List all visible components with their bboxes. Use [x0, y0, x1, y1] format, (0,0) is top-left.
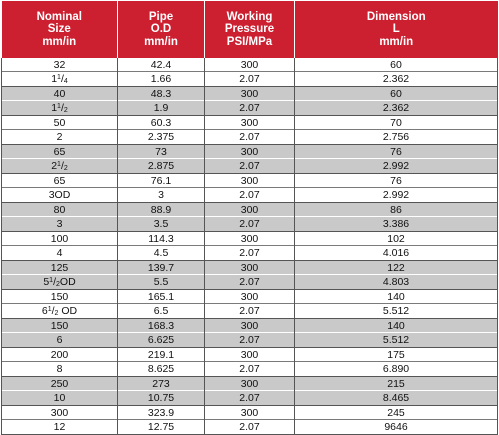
header-text: O.D: [150, 23, 172, 36]
dimension-cell: [295, 174, 498, 203]
size-value-in: [2, 160, 117, 173]
dimension-value-mm: 140: [295, 320, 497, 334]
size-cell: [2, 261, 118, 290]
size-cell: [2, 319, 118, 348]
dimension-cell: [295, 290, 498, 319]
pressure-value-mm: 300: [205, 146, 294, 160]
table-row: [2, 87, 498, 116]
od-value-mm: 219.1: [118, 349, 204, 363]
table-row: [2, 116, 498, 145]
size-value-mm: 80: [2, 204, 117, 218]
od-value-mm: 42.4: [118, 59, 204, 73]
dimension-cell: [295, 377, 498, 406]
pressure-value-in: 2.07: [239, 421, 260, 433]
dimension-cell: [295, 87, 498, 116]
od-value-mm: 73: [118, 146, 204, 160]
size-in-b: OD: [58, 305, 78, 317]
pressure-cell: [205, 174, 295, 203]
table-row: [2, 348, 498, 377]
table-row: [2, 290, 498, 319]
dimension-value-in: 2.992: [382, 189, 410, 201]
dimension-value-mm: 60: [295, 88, 497, 102]
size-value-in: 10: [53, 392, 66, 404]
pressure-value-in: 2.07: [239, 334, 260, 346]
od-value-mm: 114.3: [118, 233, 204, 247]
od-cell: [118, 261, 205, 290]
pressure-value-mm: 300: [205, 349, 294, 363]
od-cell: [118, 145, 205, 174]
dimension-value-in: 2.362: [382, 73, 410, 85]
dimension-cell: [295, 319, 498, 348]
od-value-in: 3.5: [153, 218, 169, 230]
header-text: mm/in: [379, 35, 414, 48]
size-value-mm: 150: [2, 291, 117, 305]
dimension-cell: [295, 58, 498, 87]
table-header: [2, 1, 498, 58]
od-value-in: 5.5: [153, 276, 169, 288]
size-cell: [2, 145, 118, 174]
size-value-in: 3OD: [48, 189, 71, 201]
fraction-slash: /: [51, 305, 55, 317]
od-cell: [118, 174, 205, 203]
dimension-value-in: 4.803: [382, 276, 410, 288]
od-value-in: 1.66: [150, 73, 172, 85]
size-in-num: 1: [47, 306, 52, 313]
dimension-value-in: 2.362: [382, 102, 410, 114]
pressure-cell: [205, 145, 295, 174]
size-in-num: 1: [57, 74, 61, 81]
dimension-value-mm: 76: [295, 175, 497, 189]
od-cell: [118, 348, 205, 377]
dimension-cell: [295, 406, 498, 435]
size-value-in: [2, 276, 117, 289]
size-value-mm: 100: [2, 233, 117, 247]
dimension-value-in: 9646: [384, 421, 408, 433]
od-value-in: 6.5: [153, 305, 169, 317]
size-in-num: 1: [49, 277, 54, 284]
pressure-value-in: 2.07: [239, 73, 260, 85]
size-cell: [2, 87, 118, 116]
dimension-value-mm: 86: [295, 204, 497, 218]
dimension-cell: [295, 145, 498, 174]
od-value-mm: 323.9: [118, 407, 204, 421]
od-value-mm: 76.1: [118, 175, 204, 189]
od-value-in: 3: [158, 189, 164, 201]
pressure-value-mm: 300: [205, 59, 294, 73]
table-row: [2, 203, 498, 232]
od-value-in: 8.625: [147, 363, 175, 375]
od-value-in: 4.5: [153, 247, 169, 259]
size-in-den: 2: [63, 165, 68, 172]
size-cell: [2, 58, 118, 87]
pressure-cell: [205, 290, 295, 319]
header-text: Dimension: [366, 10, 426, 23]
header-pipe-od: [118, 1, 205, 58]
pressure-cell: [205, 87, 295, 116]
size-cell: [2, 203, 118, 232]
dimension-value-mm: 122: [295, 262, 497, 276]
od-value-mm: 168.3: [118, 320, 204, 334]
dimension-value-in: 5.512: [382, 305, 410, 317]
pressure-cell: [205, 348, 295, 377]
pressure-cell: [205, 203, 295, 232]
header-working-pressure: [205, 1, 295, 58]
od-value-in: 10.75: [147, 392, 175, 404]
pressure-value-mm: 300: [205, 291, 294, 305]
size-cell: [2, 290, 118, 319]
fraction-slash: /: [53, 276, 56, 288]
size-value-in: 12: [53, 421, 66, 433]
dimension-cell: [295, 116, 498, 145]
od-cell: [118, 290, 205, 319]
od-cell: [118, 203, 205, 232]
size-cell: [2, 174, 118, 203]
size-value-in: 3: [56, 218, 63, 230]
pressure-cell: [205, 406, 295, 435]
od-cell: [118, 232, 205, 261]
dimension-value-mm: 140: [295, 291, 497, 305]
pressure-value-in: 2.07: [239, 218, 260, 230]
pressure-value-mm: 300: [205, 175, 294, 189]
od-value-in: 2.375: [147, 131, 175, 143]
header-dimension-l: [295, 1, 498, 58]
size-value-mm: 250: [2, 378, 117, 392]
od-value-in: 1.9: [153, 102, 169, 114]
od-value-mm: 60.3: [118, 117, 204, 131]
pressure-value-mm: 300: [205, 117, 294, 131]
dimension-value-mm: 215: [295, 378, 497, 392]
size-value-in: 8: [56, 363, 63, 375]
size-in-b: OD: [59, 276, 76, 288]
size-value-mm: 50: [2, 117, 117, 131]
dimension-value-mm: 175: [295, 349, 497, 363]
size-value-in: [2, 73, 117, 86]
size-in-a: 1: [51, 102, 58, 114]
pressure-cell: [205, 116, 295, 145]
table-row: [2, 232, 498, 261]
pressure-cell: [205, 261, 295, 290]
header-text: Size: [47, 23, 71, 36]
table-row: [2, 145, 498, 174]
pressure-value-in: 2.07: [239, 363, 260, 375]
pressure-value-in: 2.07: [239, 276, 260, 288]
dimension-value-mm: 60: [295, 59, 497, 73]
pressure-value-mm: 300: [205, 320, 294, 334]
size-cell: [2, 116, 118, 145]
pressure-cell: [205, 232, 295, 261]
size-cell: [2, 232, 118, 261]
dimension-value-in: 5.512: [382, 334, 410, 346]
header-text: Nominal: [36, 10, 82, 23]
header-nominal-size: [2, 1, 118, 58]
size-cell: [2, 406, 118, 435]
table-row: [2, 58, 498, 87]
pressure-value-in: 2.07: [239, 247, 260, 259]
size-in-num: 1: [57, 103, 61, 110]
od-cell: [118, 319, 205, 348]
dimension-value-in: 6.890: [382, 363, 410, 375]
size-value-mm: 150: [2, 320, 117, 334]
size-cell: [2, 377, 118, 406]
size-value-in: [2, 305, 117, 318]
pressure-value-in: 2.07: [239, 392, 260, 404]
size-value-in: 6: [56, 334, 63, 346]
pressure-cell: [205, 319, 295, 348]
header-text: Working: [226, 10, 273, 23]
size-in-a: 5: [43, 276, 50, 288]
pressure-value-mm: 300: [205, 262, 294, 276]
fraction-slash: /: [60, 73, 64, 85]
table-row: [2, 377, 498, 406]
od-cell: [118, 406, 205, 435]
pressure-value-mm: 300: [205, 233, 294, 247]
size-value-in: 2: [56, 131, 63, 143]
size-in-a: 1: [51, 73, 58, 85]
size-in-den: 2: [54, 310, 59, 317]
dimension-value-mm: 245: [295, 407, 497, 421]
pressure-value-in: 2.07: [239, 102, 260, 114]
dimension-value-in: 4.016: [382, 247, 410, 259]
od-value-mm: 48.3: [118, 88, 204, 102]
fraction-slash: /: [60, 160, 64, 172]
size-value-mm: 200: [2, 349, 117, 363]
dimension-value-in: 2.756: [382, 131, 410, 143]
size-in-a: 6: [41, 305, 48, 317]
size-value-mm: 32: [2, 59, 117, 73]
dimension-cell: [295, 232, 498, 261]
od-value-mm: 88.9: [118, 204, 204, 218]
od-value-in: 6.625: [147, 334, 175, 346]
size-value-mm: 65: [2, 146, 117, 160]
header-text: mm/in: [42, 35, 77, 48]
dimension-cell: [295, 203, 498, 232]
dimension-value-mm: 76: [295, 146, 497, 160]
od-cell: [118, 58, 205, 87]
size-in-den: 2: [63, 107, 68, 114]
pressure-value-mm: 300: [205, 407, 294, 421]
table-row: [2, 406, 498, 435]
dimension-value-in: 3.386: [382, 218, 410, 230]
od-value-mm: 273: [118, 378, 204, 392]
od-value-mm: 165.1: [118, 291, 204, 305]
od-cell: [118, 377, 205, 406]
size-value-in: [2, 102, 117, 115]
od-cell: [118, 116, 205, 145]
dimension-table: [1, 1, 498, 435]
size-in-num: 1: [57, 161, 61, 168]
size-value-mm: 300: [2, 407, 117, 421]
dimension-value-mm: 102: [295, 233, 497, 247]
dimension-cell: [295, 348, 498, 377]
dimension-cell: [295, 261, 498, 290]
size-in-a: 2: [51, 160, 58, 172]
pressure-value-in: 2.07: [239, 305, 260, 317]
size-cell: [2, 348, 118, 377]
pressure-value-in: 2.07: [239, 160, 260, 172]
dimension-value-mm: 70: [295, 117, 497, 131]
pressure-value-mm: 300: [205, 378, 294, 392]
header-text: L: [392, 23, 400, 36]
size-value-mm: 40: [2, 88, 117, 102]
header-row: [2, 1, 498, 58]
size-value-in: 4: [56, 247, 63, 259]
header-text: Pressure: [224, 23, 275, 36]
fraction-slash: /: [60, 102, 64, 114]
pressure-cell: [205, 58, 295, 87]
dimension-value-in: 2.992: [382, 160, 410, 172]
header-text: mm/in: [144, 35, 178, 48]
od-value-mm: 139.7: [118, 262, 204, 276]
size-in-den: 2: [56, 281, 60, 288]
pressure-cell: [205, 377, 295, 406]
pressure-value-mm: 300: [205, 204, 294, 218]
table-row: [2, 319, 498, 348]
pressure-value-in: 2.07: [239, 131, 260, 143]
table-row: [2, 174, 498, 203]
table-row: [2, 261, 498, 290]
size-in-den: 4: [63, 78, 68, 85]
table-body: [2, 58, 498, 435]
dimension-value-in: 8.465: [382, 392, 410, 404]
od-value-in: 12.75: [147, 421, 175, 433]
od-cell: [118, 87, 205, 116]
pressure-value-in: 2.07: [239, 189, 260, 201]
od-value-in: 2.875: [147, 160, 175, 172]
header-text: Pipe: [148, 10, 174, 23]
pressure-value-mm: 300: [205, 88, 294, 102]
header-text: PSI/MPa: [226, 35, 273, 48]
size-value-mm: 125: [2, 262, 117, 276]
size-value-mm: 65: [2, 175, 117, 189]
